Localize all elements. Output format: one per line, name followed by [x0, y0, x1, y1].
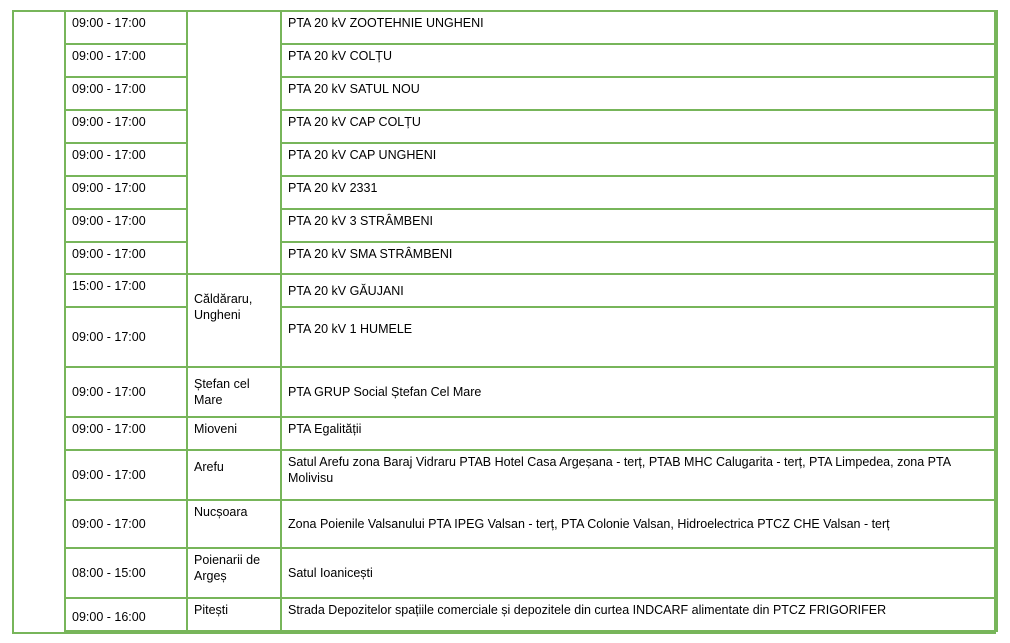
table-row: [13, 450, 997, 500]
installation-cell: PTA 20 kV GĂUJANI: [281, 274, 997, 307]
time-cell: 15:00 - 17:00: [65, 274, 187, 307]
time-cell: 09:00 - 17:00: [65, 143, 187, 176]
locality-cell: Ștefan cel Mare: [187, 367, 281, 417]
table-row: [13, 242, 997, 274]
installation-cell: Zona Poienile Valsanului PTA IPEG Valsan - terț, PTA Colonie Valsan, Hidroelectrica PTCZ CHE Valsan - terț: [281, 500, 997, 548]
time-cell: 09:00 - 17:00: [65, 417, 187, 450]
table-row: [13, 209, 997, 242]
time-cell: 09:00 - 17:00: [65, 450, 187, 500]
table-row: [13, 417, 997, 450]
locality-cell: Căldăraru, Ungheni: [187, 274, 281, 367]
locality-cell-empty: [187, 11, 281, 274]
locality-cell: Pitești: [187, 598, 281, 631]
time-cell: 09:00 - 17:00: [65, 77, 187, 110]
installation-cell: PTA 20 kV CAP COLȚU: [281, 110, 997, 143]
table-row: [13, 548, 997, 598]
time-cell: 09:00 - 17:00: [65, 500, 187, 548]
table-row: [13, 143, 997, 176]
table-row: [13, 77, 997, 110]
time-cell: 09:00 - 17:00: [65, 110, 187, 143]
installation-cell: PTA 20 kV 2331: [281, 176, 997, 209]
installation-cell: Satul Arefu zona Baraj Vidraru PTAB Hotel Casa Argeșana - terț, PTAB MHC Calugarita - terț, PTA Limpedea, zona PTA Molivisu: [281, 450, 997, 500]
locality-cell: Nucșoara: [187, 500, 281, 548]
table-row: [13, 500, 997, 548]
outage-schedule-table: [12, 10, 998, 632]
installation-cell: Strada Depozitelor spațiile comerciale și depozitele din curtea INDCARF alimentate din PTCZ FRIGORIFER: [281, 598, 997, 631]
table-row: [13, 274, 997, 307]
time-cell: 09:00 - 17:00: [65, 367, 187, 417]
installation-cell: PTA 20 kV 1 HUMELE: [281, 307, 997, 367]
table-row: [13, 367, 997, 417]
installation-cell: PTA 20 kV SMA STRÂMBENI: [281, 242, 997, 274]
installation-cell: PTA 20 kV ZOOTEHNIE UNGHENI: [281, 11, 997, 44]
time-cell: 09:00 - 17:00: [65, 209, 187, 242]
installation-cell: PTA 20 kV 3 STRÂMBENI: [281, 209, 997, 242]
installation-cell: Satul Ioanicești: [281, 548, 997, 598]
table-row: [13, 176, 997, 209]
installation-cell: PTA 20 kV CAP UNGHENI: [281, 143, 997, 176]
table-row: [13, 110, 997, 143]
table-row: [13, 598, 997, 631]
table-row: [13, 11, 997, 44]
time-cell: 09:00 - 16:00: [65, 598, 187, 631]
locality-cell: Arefu: [187, 450, 281, 500]
installation-cell: PTA 20 kV SATUL NOU: [281, 77, 997, 110]
time-cell: 09:00 - 17:00: [65, 242, 187, 274]
installation-cell: PTA GRUP Social Ștefan Cel Mare: [281, 367, 997, 417]
time-cell: 09:00 - 17:00: [65, 44, 187, 77]
table-row: [13, 307, 997, 367]
time-cell: 09:00 - 17:00: [65, 307, 187, 367]
installation-cell: PTA Egalității: [281, 417, 997, 450]
time-cell: 08:00 - 15:00: [65, 548, 187, 598]
time-cell: 09:00 - 17:00: [65, 11, 187, 44]
locality-cell: Mioveni: [187, 417, 281, 450]
installation-cell: PTA 20 kV COLȚU: [281, 44, 997, 77]
blank-index-column: [13, 11, 65, 631]
time-cell: 09:00 - 17:00: [65, 176, 187, 209]
table-row: [13, 44, 997, 77]
locality-cell: Poienarii de Argeș: [187, 548, 281, 598]
